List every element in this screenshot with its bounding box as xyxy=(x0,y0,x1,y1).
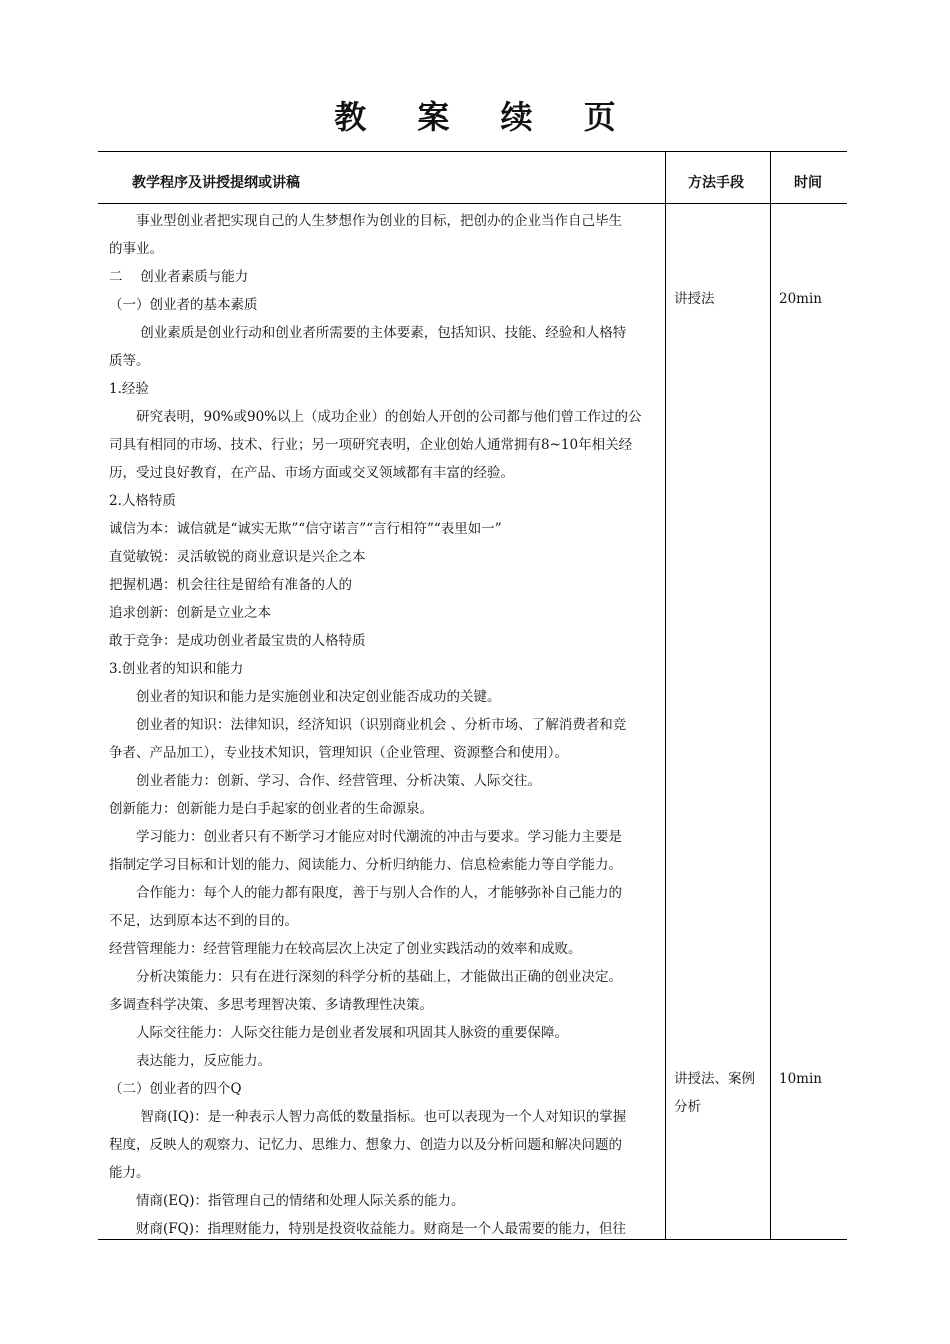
table-top-rule xyxy=(98,151,847,152)
content-line: 2.人格特质 xyxy=(109,493,176,509)
content-line: 事业型创业者把实现自己的人生梦想作为创业的目标，把创办的企业当作自己毕生 xyxy=(109,213,622,229)
column-divider-time xyxy=(770,151,771,1240)
content-line: 争者、产品加工），专业技术知识，管理知识（企业管理、资源整合和使用）。 xyxy=(109,745,568,761)
time-cell: 10min xyxy=(779,1071,822,1087)
table-header-rule xyxy=(98,203,847,204)
content-line: 指制定学习目标和计划的能力、阅读能力、分析归纳能力、信息检索能力等自学能力。 xyxy=(109,857,622,873)
content-line: 创业素质是创业行动和创业者所需要的主体要素，包括知识、技能、经验和人格特 xyxy=(109,325,627,341)
method-cell: 讲授法 xyxy=(674,291,715,307)
content-line: 多调查科学决策、多思考理智决策、多请教理性决策。 xyxy=(109,997,433,1013)
content-line: 司具有相同的市场、技术、行业；另一项研究表明，企业创始人通常拥有8~10年相关经 xyxy=(109,437,633,453)
content-line: 能力。 xyxy=(109,1165,150,1181)
method-cell: 讲授法、案例分析 xyxy=(674,1071,755,1115)
content-line: 追求创新：创新是立业之本 xyxy=(109,605,271,621)
content-line: 历，受过良好教育，在产品、市场方面或交叉领域都有丰富的经验。 xyxy=(109,465,514,481)
header-time: 时间 xyxy=(794,175,822,191)
content-line: 创业者能力：创新、学习、合作、经营管理、分析决策、人际交往。 xyxy=(109,773,541,789)
header-method: 方法手段 xyxy=(688,175,744,191)
content-line: 创新能力：创新能力是白手起家的创业者的生命源泉。 xyxy=(109,801,433,817)
header-content: 教学程序及讲授提纲或讲稿 xyxy=(132,175,300,191)
content-line: 创业者的知识和能力是实施创业和决定创业能否成功的关键。 xyxy=(109,689,501,705)
content-line: 财商(FQ)：指理财能力，特别是投资收益能力。财商是一个人最需要的能力，但往 xyxy=(109,1221,626,1237)
content-line: 经营管理能力：经营管理能力在较高层次上决定了创业实践活动的效率和成败。 xyxy=(109,941,582,957)
content-line: 质等。 xyxy=(109,353,150,369)
content-line: 诚信为本：诚信就是“诚实无欺”“信守诺言”“言行相符”“表里如一” xyxy=(109,521,502,537)
content-line: 敢于竞争：是成功创业者最宝贵的人格特质 xyxy=(109,633,366,649)
content-line: 学习能力：创业者只有不断学习才能应对时代潮流的冲击与要求。学习能力主要是 xyxy=(109,829,622,845)
content-line: 创业者的知识：法律知识，经济知识（识别商业机会 、分析市场、了解消费者和竞 xyxy=(109,717,627,733)
content-line: 二 创业者素质与能力 xyxy=(109,269,249,285)
content-line: （二）创业者的四个Q xyxy=(109,1081,242,1097)
content-line: 不足，达到原本达不到的目的。 xyxy=(109,913,298,929)
content-line: 智商(IQ)：是一种表示人智力高低的数量指标。也可以表现为一个人对知识的掌握 xyxy=(109,1109,627,1125)
content-line: 情商(EQ)：指管理自己的情绪和处理人际关系的能力。 xyxy=(109,1193,465,1209)
content-line: 合作能力：每个人的能力都有限度，善于与别人合作的人，才能够弥补自己能力的 xyxy=(109,885,622,901)
content-line: 分析决策能力：只有在进行深刻的科学分析的基础上，才能做出正确的创业决定。 xyxy=(109,969,622,985)
column-divider-method xyxy=(665,151,666,1240)
content-line: 直觉敏锐：灵活敏锐的商业意识是兴企之本 xyxy=(109,549,366,565)
content-line: 研究表明，90%或90%以上（成功企业）的创始人开创的公司都与他们曾工作过的公 xyxy=(109,409,642,425)
content-line: 的事业。 xyxy=(109,241,163,257)
content-line: 1.经验 xyxy=(109,381,149,397)
content-line: 表达能力，反应能力。 xyxy=(109,1053,271,1069)
content-line: 人际交往能力：人际交往能力是创业者发展和巩固其人脉资的重要保障。 xyxy=(109,1025,568,1041)
time-cell: 20min xyxy=(779,291,822,307)
lecture-content xyxy=(109,207,659,1243)
page-title: 教 案 续 页 xyxy=(334,98,636,136)
content-line: 程度，反映人的观察力、记忆力、思维力、想象力、创造力以及分析问题和解决问题的 xyxy=(109,1137,622,1153)
content-line: 3.创业者的知识和能力 xyxy=(109,661,244,677)
content-line: （一）创业者的基本素质 xyxy=(109,297,258,313)
content-line: 把握机遇：机会往往是留给有准备的人的 xyxy=(109,577,352,593)
